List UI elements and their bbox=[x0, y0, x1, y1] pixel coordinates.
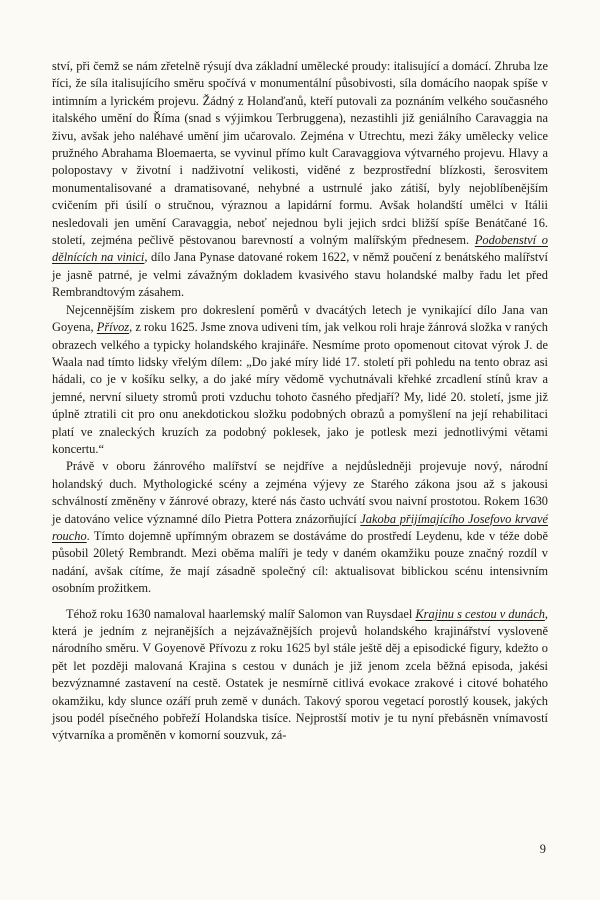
italic-title: Krajinu s cestou v dunách bbox=[415, 606, 545, 621]
text-run: , z roku 1625. Jsme znova udiveni tím, jak velkou roli hraje žánrová složka v raných obrazech velkého a typicky holandského krajináře. Nesmíme proto opomenout citovat výrok J. de Waala nad tímto lidsky vřelým dílem: „Do jaké míry lidé 17. století při pohledu na tento obraz asi hádali, co je v košíku selky, a do jaké míry vědomě vychutnávali křehké zrcadlení stínů krav a jemné, nervní siluety stromů proti vzduchu tohoto časného předjaří? My, lidé 20. století, jsme již úplně ztratili cit pro onu anekdotickou složku podobných obrazů a pomyšlení na její rehabilitaci platí ve znaleckých kruzích za podobný poklesek, jako je potlesk mezi jednotlivými větami koncertu.“ bbox=[52, 320, 548, 456]
text-run: Právě v oboru žánrového malířství se nejdříve a nejdůsledněji projevuje nový, národní holandský duch. Mythologické scény a zejména výjevy ze Starého zákona jsou až s jakousi schválností změněny v žánrové obrazy, které nás často uchvátí svou naivní prostotou. Rokem 1630 je datováno velice významné dílo Pietra Pottera znázorňující bbox=[52, 459, 548, 526]
text-run: , která je jedním z nejranějších a nejzávažnějších projevů holandského krajinářství vysloveně národního směru. V Goyenově Přívozu z roku 1625 byl stále ještě děj a episodické figury, kdežto o pět let později malovaná Krajina s cestou v dunách je již jenom zcela běžná episoda, jakési bezvýznamné zastavení na cestě. Ostatek je nesmírně citlivá evokace zrakové i citové bohatého okamžiku, kdy slunce ozáří pruh země v dunách. Takový sporou vegetací porostlý kousek, jakých jsou podél písečného pobřeží Holandska tisíce. Nejprostší motiv je tu nyní přebásněn vnímavostí výtvarníka a proměněn v komorní souzvuk, zá- bbox=[52, 606, 548, 743]
italic-title: Jakoba přijímajícího Josefovo krvavé roucho bbox=[52, 511, 548, 543]
page-number: 9 bbox=[539, 842, 546, 856]
italic-title: Podobenství o dělnících na vinici bbox=[52, 233, 548, 265]
paragraph-3 bbox=[52, 458, 548, 597]
paragraph-4 bbox=[52, 606, 548, 745]
paragraph-2 bbox=[52, 302, 548, 459]
text-run: ství, při čemž se nám zřetelně rýsují dva základní umělecké proudy: italisující a domácí. Zhruba lze říci, že síla italisujícího směru spočívá v monumentální působivosti, síla domácího naopak spíše v intimním a lyrickém projevu. Žádný z Holanďanů, kteří putovali za poznáním velkého současného italského umění do Říma (snad s výjimkou Terbruggena), nezastihli již geniálního Caravaggia na živu, avšak jeho naléhavé umění jim učarovalo. Zejména v Utrechtu, mezi žáky umělecky velice pružného Abrahama Bloemaerta, se vyvinul přímo kult Caravaggiova výtvarného projevu. Hlavy a polopostavy v životní i nadživotní velikosti, viděné z bezprostřední blízkosti, šerosvitem monumentalisované a dramatisované, nehybné a ustrnulé jako zátiší, byly nejoblíbenějším cvičením při úsilí o stručnou, výraznou a lapidární formu. Avšak holandští umělci v Itálii nesledovali jen umění Caravaggia, neboť nejednou byli jejich srdci bližší spíše Benátčané 16. století, zejména pečlivě pěstovanou barevností a volným malířským přednesem. bbox=[52, 59, 548, 248]
text-run: , dílo Jana Pynase datované rokem 1622, v němž poučení z benátského malířství je jasně patrné, je velmi závažným dokladem kvasivého stavu holandské malby řadu let před Rembrandtovým zásahem. bbox=[52, 250, 548, 300]
text-run: . Tímto dojemně upřímným obrazem se dostáváme do prostředí Leydenu, kde v téže době působil 20letý Rembrandt. Mezi oběma malíři je tedy v daném okamžiku pouze značný rozdíl v nadání, avšak cítíme, že mají zásadně společný cíl: aktualisovat biblickou scénu intensivním osobním prožitkem. bbox=[52, 528, 548, 596]
italic-title: Přívoz bbox=[96, 320, 130, 335]
text-run: Nejcennějším ziskem pro dokreslení poměrů v dvacátých letech je vynikající dílo Jana van Goyena, bbox=[52, 302, 548, 335]
paragraph-1 bbox=[52, 58, 548, 302]
document-body bbox=[52, 58, 548, 745]
text-run: Téhož roku 1630 namaloval haarlemský malíř Salomon van Ruysdael bbox=[66, 606, 416, 621]
